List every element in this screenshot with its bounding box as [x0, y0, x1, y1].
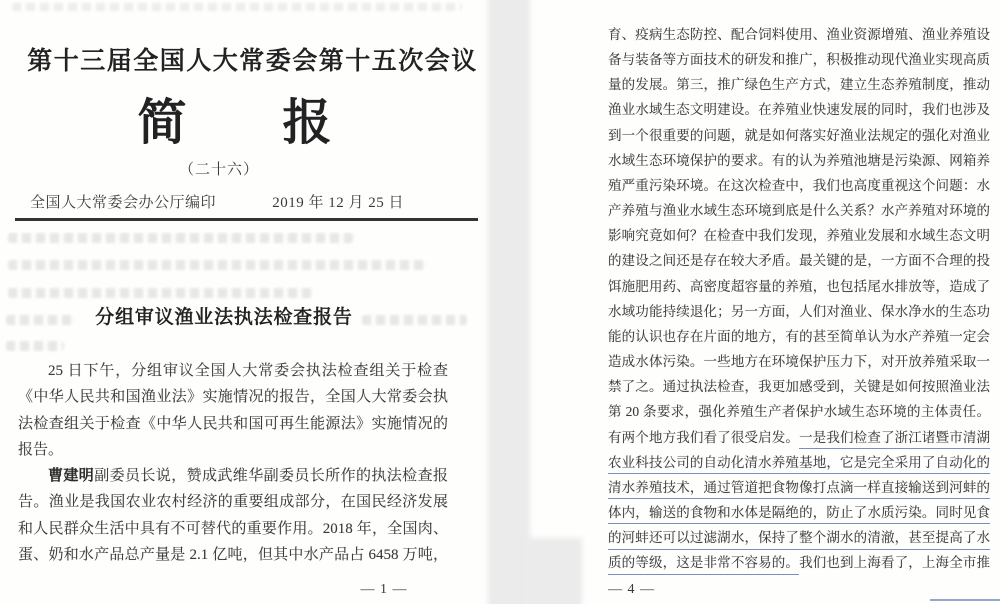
- underlined-segment: 体内，输送的食物和水体是隔绝的，防止了水质污染。同时见食: [608, 505, 990, 525]
- text-line: 禁了之。通过执法检查，我更加感受到，关键是如何按照渔业法: [608, 379, 990, 395]
- underlined-segment: 一是我们检查了浙江诸暨市清湖: [799, 430, 990, 450]
- underlined-segment: 的河蚌还可以过滤湖水，保持了整个湖水的清澈，甚至提高了水: [608, 530, 990, 550]
- doc-title-char-2: 报: [282, 95, 332, 150]
- doc-title-char-1: 简: [137, 95, 187, 150]
- next-page-underline-fragment: [930, 599, 1000, 601]
- meeting-title: 第十三届全国人大常委会第十五次会议: [27, 48, 478, 75]
- speaker-name: 曹建明: [48, 468, 95, 485]
- right-page: [585, 0, 1000, 604]
- text-line: 的建设之间还是存在较大矛盾。最关键的是，一方面不合理的投: [608, 253, 990, 269]
- text-line: 育、疫病生态防控、配合饲料使用、渔业资源增殖、渔业养殖设: [608, 27, 990, 42]
- text-line: [608, 525, 990, 550]
- underlined-segment: 质的等级，这是非常不容易的。: [608, 555, 799, 575]
- section-heading: 分组审议渔业法执法检查报告: [95, 307, 353, 328]
- text-line: [608, 450, 990, 475]
- text-line: 告。渔业是我国农业农村经济的重要组成部分，在国民经济发展: [18, 494, 448, 511]
- underlined-segment: 清水养殖技术，通过管道把食物像打点滴一样直接输送到河蚌的: [608, 480, 990, 500]
- text-line: 25 日下午，分组审议全国人大常委会执法检查组关于检查: [48, 363, 448, 379]
- bleedthrough-artifact: [8, 288, 313, 298]
- text-line: 产养殖与渔业水域生态环境到底是什么关系？水产养殖对环境的: [608, 203, 990, 219]
- text-line: 渔业水域生态文明建设。在养殖业快速发展的同时，我们也涉及: [608, 102, 990, 118]
- underlined-segment: 农业科技公司的自动化清水养殖基地，它是完全采用了自动化的: [608, 455, 990, 475]
- page-gutter: [488, 0, 530, 604]
- text-line: 量的发展。第三，推广绿色生产方式，建立生态养殖制度，推动: [608, 77, 990, 93]
- bleedthrough-artifact: [12, 3, 462, 11]
- text-line: 蛋、奶和水产品总产量是 2.1 亿吨，但其中水产品占 6458 万吨，: [18, 547, 448, 564]
- right-page-body: [608, 22, 990, 575]
- page-gutter-shadow: [524, 538, 582, 604]
- text-line: 殖严重污染环境。在这次检查中，我们也高度重视这个问题：水: [608, 177, 990, 193]
- text-line: 《中华人民共和国渔业法》实施情况的报告，全国人大常委会执: [18, 389, 448, 406]
- bleedthrough-artifact: [6, 341, 64, 351]
- text-line: 水域生态环境保护的要求。有的认为养殖池塘是污染源、网箱养: [608, 152, 990, 168]
- bleedthrough-artifact: [8, 233, 353, 243]
- text-line: 第 20 条要求，强化养殖生产者保护水域生态环境的主体责任。: [608, 404, 990, 420]
- text-line: 到一个很重要的问题，就是如何落实好渔业法规定的强化对渔业: [608, 127, 990, 143]
- document-title: [0, 84, 469, 154]
- left-page-body: [18, 358, 448, 568]
- text-line: 造成水体污染。一些地方在环境保护压力下，对开放养殖采取一: [608, 354, 990, 370]
- text-line: [608, 425, 990, 450]
- page-number-right: — 4 —: [608, 582, 655, 597]
- text-line: 和人民群众生活中具有不可替代的重要作用。2018 年，全国肉、: [18, 520, 448, 537]
- line-segment: 我们也到上海看了，上海全市推: [799, 555, 991, 571]
- text-line: 报告。: [18, 441, 64, 458]
- issue-number: （二十六）: [178, 162, 259, 178]
- page-number-left: — 1 —: [360, 582, 408, 597]
- bleedthrough-artifact: [8, 260, 428, 270]
- left-page: [0, 0, 487, 604]
- text-line: 备与装备等方面技术的研发和推广，积极推动现代渔业实现高质: [608, 52, 990, 68]
- text-line: 饵施肥用药、高密度超容量的养殖，也包括尾水排放等，造成了: [608, 278, 990, 294]
- publisher-row: [30, 191, 404, 212]
- text-line: 曹建明副委员长说，赞成武维华副委员长所作的执法检查报: [48, 468, 448, 485]
- text-line: [608, 500, 990, 525]
- publisher: 全国人大常委会办公厅编印: [30, 195, 217, 211]
- line-segment: 有两个地方我们看了很受启发。: [608, 429, 800, 445]
- text-line: [608, 475, 990, 500]
- header-rule: [15, 218, 478, 221]
- text-line: 能的认识也存在片面的地方，有的甚至简单认为水产养殖一定会: [608, 328, 990, 344]
- print-date: 2019 年 12 月 25 日: [272, 195, 404, 211]
- text-line: 水域功能持续退化；另一方面，人们对渔业、保水净水的生态功: [608, 303, 990, 319]
- text-line: 法检查组关于检查《中华人民共和国可再生能源法》实施情况的: [18, 415, 448, 432]
- text-line: [608, 550, 990, 575]
- text-line: 影响究竟如何？在检查中我们发现，养殖业发展和水域生态文明: [608, 228, 990, 244]
